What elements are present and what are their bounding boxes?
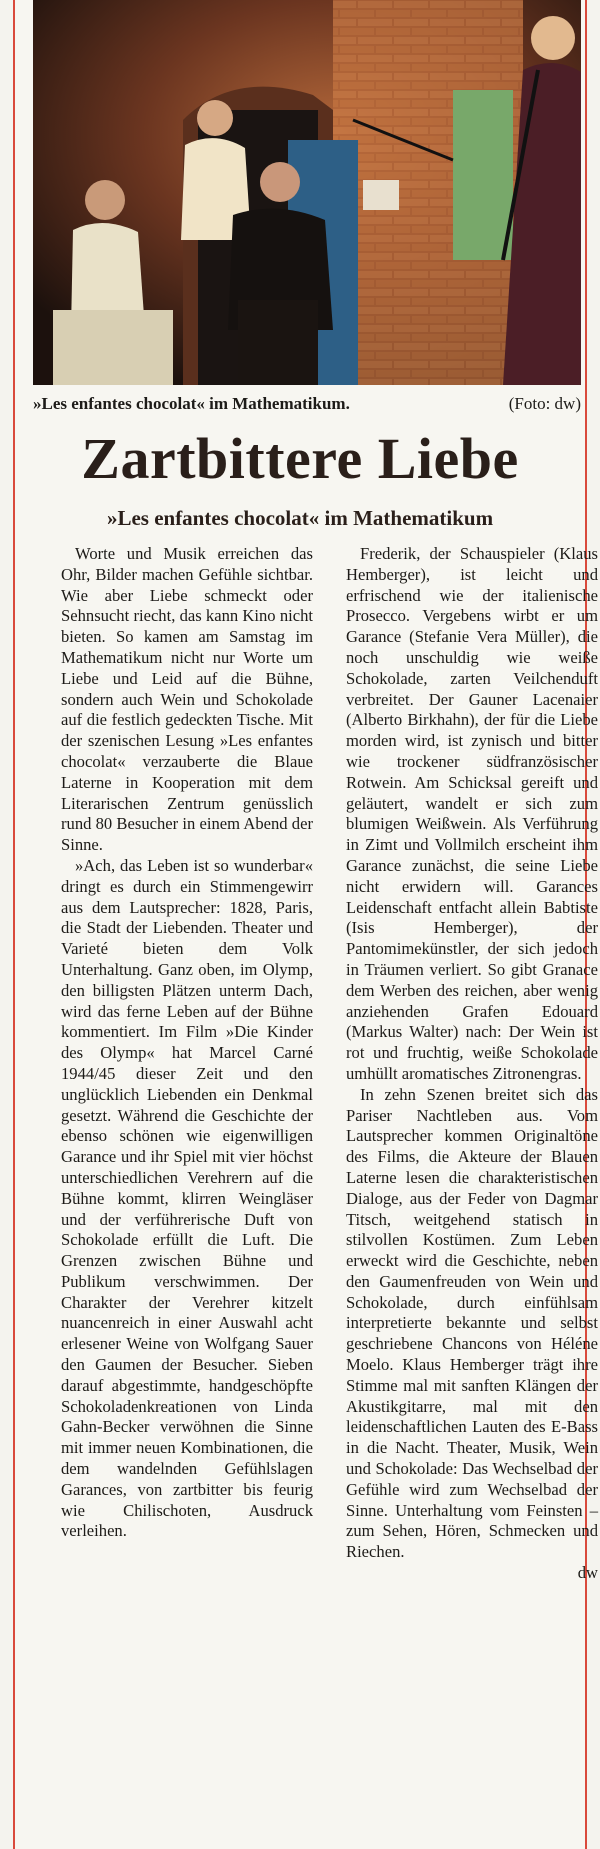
paragraph: In zehn Szenen breitet sich das Pariser Nachtleben aus. Vom Lautsprecher kommen Originaltöne des Films, die Akteure der Blauen Laterne lesen die charakteristischen Dialoge, aus der Feder von Dagmar Titsch, weitgehend statisch in stilvollen Kostümen. Zum Leben erweckt wird die Geschichte, neben den Gaumenfreuden von Wein und Schokolade, durch einfühlsam interpretierte bekannte und selbst geschriebene Chancons von Héléne Moelo. Klaus Hemberger trägt ihre Stimme mal mit sanften Klängen der Akustikgitarre, mal mit den leidenschaftlichen Lauten des E-Bass in die Nacht. Theater, Musik, Wein und Schokolade: Das Wechselbad der Gefühle wird zum Wechselbad der Sinne. Unterhaltung vom Feinsten – zum Sehen, Hören, Schmecken und Riechen. — [346, 1084, 598, 1562]
newspaper-clipping — [13, 0, 598, 1849]
stage-photo — [33, 0, 581, 385]
photo-credit: (Foto: dw) — [508, 394, 581, 413]
paragraph: »Ach, das Leben ist so wunderbar« dringt es durch ein Stimmengewirr aus dem Lautsprecher: 1828, Paris, die Stadt der Liebenden. Theater und Varieté bieten dem Volk Unterhaltung. Ganz oben, im Olymp, den billigsten Plätzen unterm Dach, wird das ferne Leben auf der Bühne kommentiert. Im Film »Die Kinder des Olymp« hat Marcel Carné 1944/45 dieser Zeit und den unglücklich Liebenden ein Denkmal gesetzt. Während die Geschichte der ebenso schönen wie eigenwilligen Garance und ihr Spiel mit vier höchst unterschiedlichen Verehrern auf die Bühne kommt, klirren Weingläser und der verführerische Duft von Schokolade erfüllt die Luft. Die Grenzen zwischen Bühne und Publikum verschwimmen. Der Charakter der Verehrer kitzelt nuancenreich in einer Auswahl acht erlesener Weine von Wolfgang Sauer den Gaumen der Besucher. Sieben darauf abgestimmte, handgeschöpfte Schokoladenkreationen von Linda Gahn-Becker verwöhnen die Sinne mit immer neuen Kombinationen, die dem wandelnden Gefühlslagen Garances, von zartbitter bis feurig wie Chilischoten, Ausdruck verleihen. — [61, 855, 313, 1541]
stage-photo-illustration — [33, 0, 581, 385]
photo-caption-row — [33, 393, 581, 415]
author-signature: dw — [577, 1563, 598, 1583]
photo-caption: »Les enfantes chocolat« im Mathematikum. — [33, 394, 350, 413]
article-column-right — [346, 544, 598, 1584]
article-headline: Zartbittere Liebe — [81, 426, 519, 491]
article-column-left — [61, 544, 313, 1542]
paragraph: Frederik, der Schauspieler (Klaus Hemberger), ist leicht und erfrischend wie der italienische Prosecco. Vergebens wirbt er um Garance (Stefanie Vera Müller), die noch unschuldig wie weiße Schokolade, zarten Veilchenduft verbreitet. Der Gauner Lacenaier (Alberto Birkhahn), der für die Liebe morden wird, ist zynisch und bitter wie trockener südfranzösischer Rotwein. Am Schicksal gereift und geläutert, wandelt er sich zum blumigen Weißwein. Als Verführung in Zimt und Vollmilch erscheint ihm Garance zunächst, die seine Liebe nicht erwidern will. Garances Leidenschaft entfacht allein Babtiste (Isis Hemberger), der Pantomimekünstler, der sich jedoch in Träumen verliert. So gibt Granace dem Werben des reichen, aber wenig anziehenden Grafen Edouard (Markus Walter) nach: Der Wein ist rot und fruchtig, weiße Schokolade umhüllt aromatisches Zitronengras. — [346, 544, 598, 1083]
article-subheadline: »Les enfantes chocolat« im Mathematikum — [106, 506, 494, 530]
paragraph: Worte und Musik erreichen das Ohr, Bilder machen Gefühle sichtbar. Wie aber Liebe schmeckt oder Sehnsucht riecht, das kann Kino nicht bieten. So kamen am Samstag im Mathematikum nicht nur Worte um Liebe und Leid auf die Bühne, sondern auch Wein und Schokolade auf die festlich gedeckten Tische. Mit der szenischen Lesung »Les enfantes chocolat« verzauberte die Blaue Laterne in Kooperation mit dem Literarischen Zentrum genüsslich rund 80 Besucher in einem Abend der Sinne. — [61, 544, 313, 855]
